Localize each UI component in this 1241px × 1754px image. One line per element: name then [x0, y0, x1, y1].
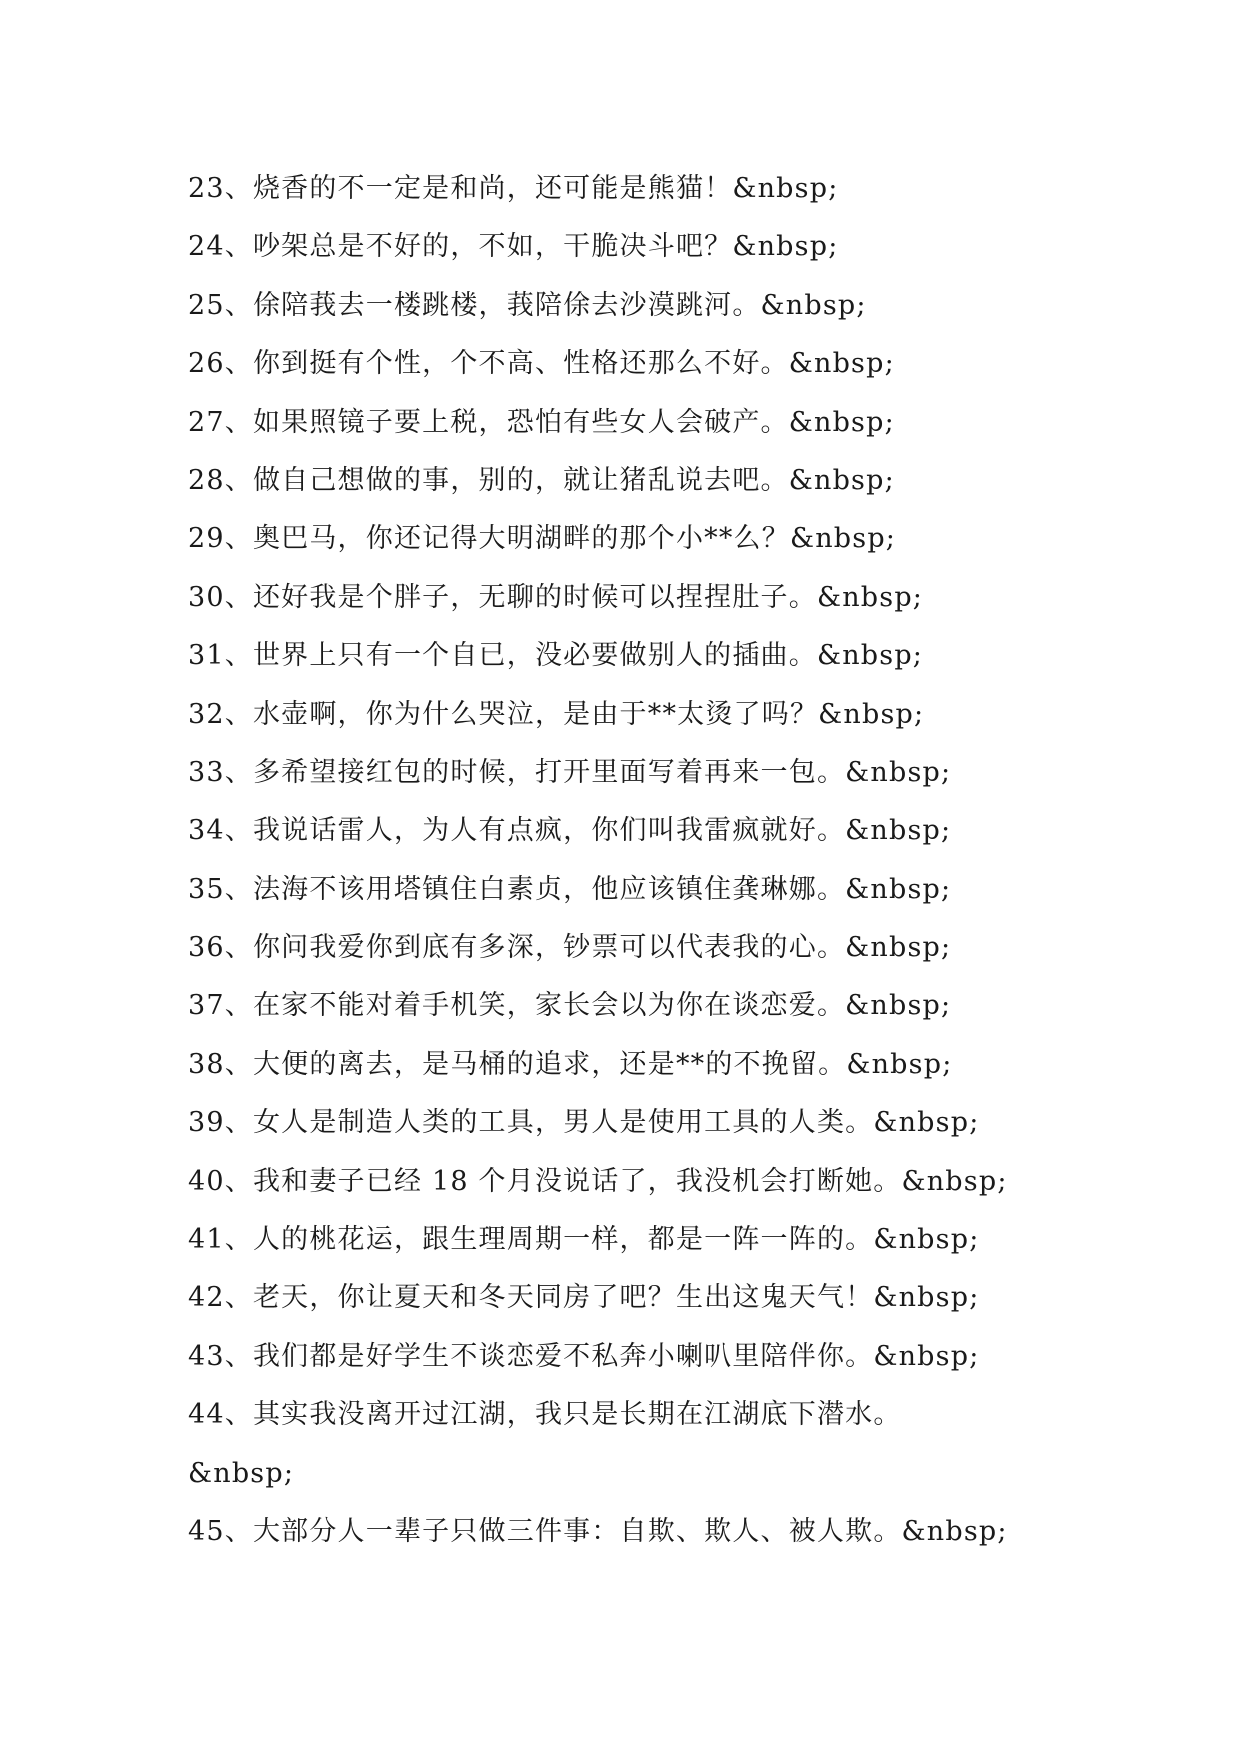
text-line: 38、大便的离去，是马桶的追求，还是**的不挽留。&nbsp; [188, 1048, 953, 1080]
text-line: 41、人的桃花运，跟生理周期一样，都是一阵一阵的。&nbsp; [188, 1224, 980, 1256]
text-line: 45、大部分人一辈子只做三件事：自欺、欺人、被人欺。&nbsp; [188, 1515, 1008, 1547]
text-line: 24、吵架总是不好的，不如，干脆决斗吧？&nbsp; [188, 231, 839, 263]
text-line: 29、奥巴马，你还记得大明湖畔的那个小**么？&nbsp; [188, 523, 897, 555]
text-line: 43、我们都是好学生不谈恋爱不私奔小喇叭里陪伴你。&nbsp; [188, 1340, 980, 1372]
text-line: &nbsp; [188, 1457, 295, 1489]
text-line: 33、多希望接红包的时候，打开里面写着再来一包。&nbsp; [188, 756, 952, 788]
text-line: 37、在家不能对着手机笑，家长会以为你在谈恋爱。&nbsp; [188, 990, 952, 1022]
text-line: 28、做自己想做的事，别的，就让猪乱说去吧。&nbsp; [188, 464, 895, 496]
text-line: 31、世界上只有一个自已，没必要做别人的插曲。&nbsp; [188, 640, 924, 672]
text-line: 35、法海不该用塔镇住白素贞，他应该镇住龚琳娜。&nbsp; [188, 873, 952, 905]
text-line: 40、我和妻子已经 18 个月没说话了，我没机会打断她。&nbsp; [188, 1165, 1008, 1197]
text-line: 30、还好我是个胖子，无聊的时候可以捏捏肚子。&nbsp; [188, 581, 924, 613]
text-line: 34、我说话雷人，为人有点疯，你们叫我雷疯就好。&nbsp; [188, 815, 952, 847]
text-line: 25、俆陪莪去一楼跳楼，莪陪俆去沙漠跳河。&nbsp; [188, 289, 867, 321]
text-line: 42、老天，你让夏天和冬天同房了吧？生出这鬼天气！&nbsp; [188, 1282, 980, 1314]
text-line: 36、你问我爱你到底有多深，钞票可以代表我的心。&nbsp; [188, 932, 952, 964]
text-line: 32、水壶啊，你为什么哭泣，是由于**太烫了吗？&nbsp; [188, 698, 925, 730]
text-line: 23、烧香的不一定是和尚，还可能是熊猫！&nbsp; [188, 173, 839, 204]
text-body [188, 160, 1088, 1561]
text-line: 44、其实我没离开过江湖，我只是长期在江湖底下潜水。 [188, 1399, 902, 1431]
text-line: 26、你到挺有个性，个不高、性格还那么不好。&nbsp; [188, 348, 895, 380]
text-line: 27、如果照镜子要上税，恐怕有些女人会破产。&nbsp; [188, 406, 895, 438]
text-line: 39、女人是制造人类的工具，男人是使用工具的人类。&nbsp; [188, 1107, 980, 1139]
